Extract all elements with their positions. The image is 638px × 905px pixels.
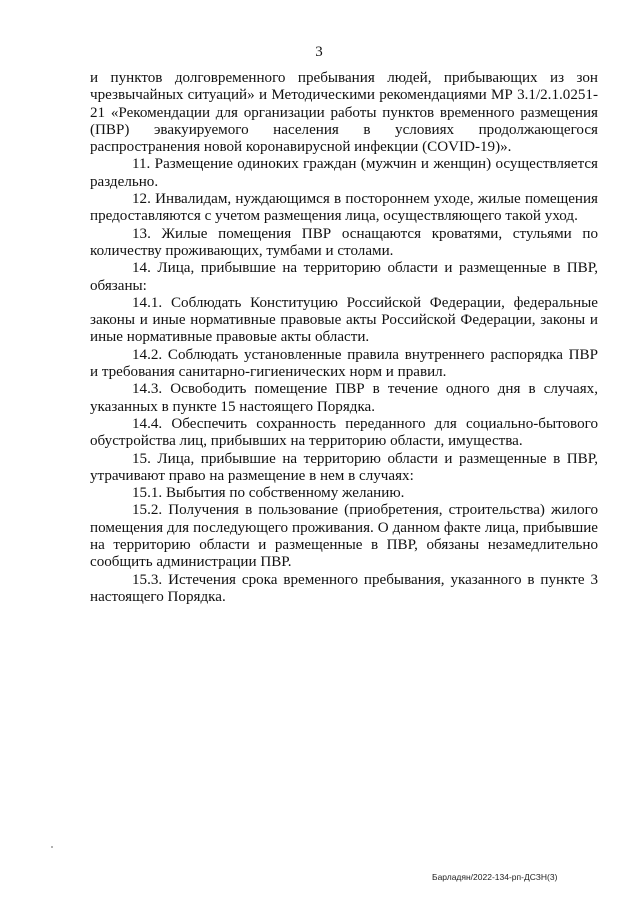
paragraph-continuation: и пунктов долговременного пребывания людей, прибывающих из зон чрезвычайных ситуаций» и Методическими рекомендациями МР 3.1/2.1.0251-21 «Рекомендации для организации работы пунктов временного размещения (ПВР) эвакуируемого населения в условиях продолжающегося распространения новой коронавирусной инфекции (COVID-19)».: [90, 70, 598, 156]
paragraph-12: 12. Инвалидам, нуждающимся в постороннем уходе, жилые помещения предоставляются с учетом размещения лица, осуществляющего такой уход.: [90, 191, 598, 225]
paragraph-14-4: 14.4. Обеспечить сохранность переданного для социально-бытового обустройства лиц, прибывших на территорию области, имущества.: [90, 415, 598, 450]
paragraph-13: 13. Жилые помещения ПВР оснащаются кроватями, стульями по количеству проживающих, тумбами и столами.: [90, 225, 598, 259]
scan-speck: [51, 846, 53, 848]
paragraph-14-1: 14.1. Соблюдать Конституцию Российской Федерации, федеральные законы и иные нормативные правовые акты Российской Федерации, законы и иные нормативные правовые акты области.: [90, 294, 598, 346]
paragraph-14-2: 14.2. Соблюдать установленные правила внутреннего распорядка ПВР и требования санитарно-гигиенических норм и правил.: [90, 346, 598, 381]
document-body: [90, 70, 598, 606]
paragraph-14-3: 14.3. Освободить помещение ПВР в течение одного дня в случаях, указанных в пункте 15 настоящего Порядка.: [90, 381, 598, 415]
page-number: 3: [315, 44, 323, 60]
paragraph-15: 15. Лица, прибывшие на территорию области и размещенные в ПВР, утрачивают право на размещение в нем в случаях:: [90, 450, 598, 484]
document-footer-code: Барладян/2022-134-рп-ДСЗН(3): [432, 872, 558, 882]
paragraph-15-2: 15.2. Получения в пользование (приобретения, строительства) жилого помещения для последующего проживания. О данном факте лица, прибывшие на территорию области и размещенные в ПВР, обязаны незамедлительно сообщить администрации ПВР.: [90, 502, 598, 571]
paragraph-11: 11. Размещение одиноких граждан (мужчин и женщин) осуществляется раздельно.: [90, 156, 598, 190]
paragraph-14: 14. Лица, прибывшие на территорию области и размещенные в ПВР, обязаны:: [90, 260, 598, 294]
paragraph-15-3: 15.3. Истечения срока временного пребывания, указанного в пункте 3 настоящего Порядка.: [90, 571, 598, 605]
paragraph-15-1: 15.1. Выбытия по собственному желанию.: [132, 485, 405, 502]
